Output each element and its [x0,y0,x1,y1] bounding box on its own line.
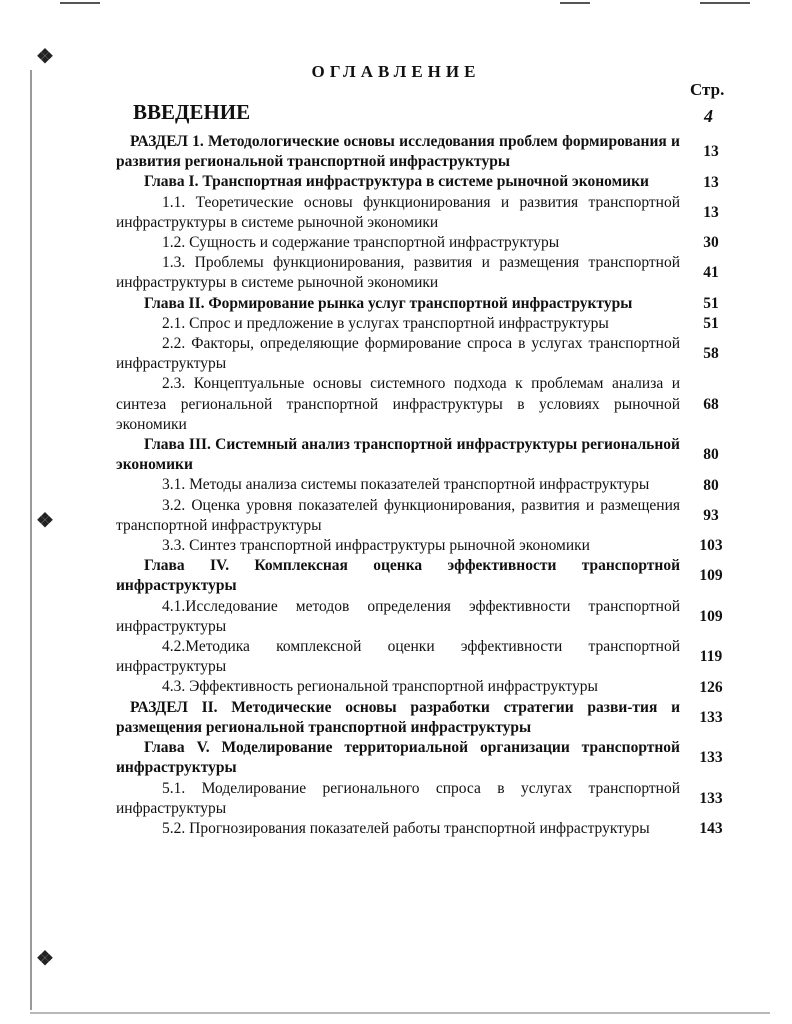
toc-entry-page: 133 [699,708,723,726]
toc-entry-title: 3.3. Синтез транспортной инфраструктуры рыночной экономики [162,537,590,555]
toc-entry-title: 1.2. Сущность и содержание транспортной инфраструктуры [162,234,560,252]
table-of-contents [116,132,736,839]
toc-entry-title: 4.3. Эффективность региональной транспортной инфраструктуры [162,678,598,696]
intro-heading: ВВЕДЕНИЕ [133,100,251,124]
toc-entry-title: 1.1. Теоретические основы функционирования и развития транспортной инфраструктуры в системе рыночной экономики [116,193,680,231]
toc-entry-page: 103 [699,537,723,555]
toc-entry-page: 126 [699,678,723,696]
toc-entry-page: 68 [703,395,719,413]
toc-entry-title: 5.2. Прогнозирования показателей работы транспортной инфраструктуры [162,819,650,837]
toc-entry-page: 80 [703,476,719,494]
toc-entry-section [116,819,736,839]
toc-entry-title: 4.1.Исследование методов определения эффективности транспортной инфраструктуры [116,597,680,635]
toc-entry-title: 3.2. Оценка уровня показателей функционирования, развития и размещения транспортной инфраструктуры [116,496,680,534]
toc-entry-page: 51 [703,314,719,332]
toc-entry-title: 2.3. Концептуальные основы системного подхода к проблемам анализа и синтеза региональной транспортной инфраструктуры в условиях рыночной экономики [116,375,680,433]
toc-entry-section [116,536,736,556]
toc-entry-page: 109 [699,567,723,585]
toc-entry-part [116,132,736,172]
toc-entry-page: 133 [699,789,723,807]
toc-entry-page: 143 [699,820,723,837]
toc-entry-title: Глава II. Формирование рынка услуг транспортной инфраструктуры [144,294,633,312]
toc-entry-title: РАЗДЕЛ 1. Методологические основы исследования проблем формирования и развития региональной транспортной инфраструктуры [116,133,680,171]
toc-entry-section [116,779,736,819]
toc-entry-section [116,193,736,233]
toc-entry-title: 2.1. Спрос и предложение в услугах транспортной инфраструктуры [162,314,609,332]
toc-entry-page: 13 [703,143,719,161]
toc-entry-title: Глава V. Моделирование территориальной организации транспортной инфраструктуры [116,739,680,777]
toc-entry-page: 133 [699,749,723,767]
toc-entry-page: 58 [703,345,719,363]
scan-artifact [700,2,750,4]
binding-mark-icon: ❖ [36,46,54,68]
toc-entry-section [116,475,736,495]
toc-entry-section [116,374,736,435]
toc-entry-title: Глава IV. Комплексная оценка эффективности транспортной инфраструктуры [116,557,680,595]
toc-entry-part [116,698,736,738]
toc-entry-section [116,334,736,374]
toc-entry-section [116,233,736,253]
toc-entry-page: 51 [703,294,719,312]
toc-entry-section [116,496,736,536]
page-column-label: Стр. [690,80,725,99]
toc-entry-page: 13 [703,173,719,191]
toc-entry-title: 5.1. Моделирование регионального спроса в услугах транспортной инфраструктуры [116,779,680,817]
toc-entry-section [116,597,736,637]
page-title: ОГЛАВЛЕНИЕ [311,62,481,81]
toc-entry-page: 80 [703,446,719,464]
binding-mark-icon: ❖ [36,948,54,970]
intro-page-number: 4 [704,106,713,126]
toc-entry-page: 30 [703,234,719,252]
toc-entry-section [116,253,736,293]
toc-entry-section [116,314,736,334]
toc-entry-title: 4.2.Методика комплексной оценки эффективности транспортной инфраструктуры [116,638,680,676]
toc-entry-title: 3.1. Методы анализа системы показателей транспортной инфраструктуры [162,476,650,494]
toc-entry-chapter [116,294,736,314]
toc-entry-title: Глава III. Системный анализ транспортной инфраструктуры региональной экономики [116,436,680,474]
scan-artifact [560,2,590,4]
toc-entry-page: 93 [703,506,719,524]
toc-entry-page: 119 [699,648,723,666]
toc-entry-title: Глава I. Транспортная инфраструктура в системе рыночной экономики [144,173,649,191]
scan-top-edge [0,0,792,8]
toc-entry-chapter [116,172,736,192]
toc-entry-chapter [116,738,736,778]
toc-entry-chapter [116,556,736,596]
toc-entry-page: 13 [703,203,719,221]
toc-entry-page: 41 [703,264,719,282]
scan-bottom-edge [30,1012,770,1014]
toc-entry-section [116,637,736,677]
toc-entry-title: 2.2. Факторы, определяющие формирование спроса в услугах транспортной инфраструктуры [116,335,680,373]
scan-artifact [60,2,100,4]
toc-entry-title: РАЗДЕЛ II. Методические основы разработки стратегии разви-тия и размещения региональной транспортной инфраструктуры [116,698,680,736]
scan-left-edge [30,70,32,1010]
toc-entry-title: 1.3. Проблемы функционирования, развития и размещения транспортной инфраструктуры в системе рыночной экономики [116,254,680,292]
toc-entry-section [116,677,736,697]
toc-entry-chapter [116,435,736,475]
toc-entry-page: 109 [699,607,723,625]
binding-mark-icon: ❖ [36,510,54,532]
